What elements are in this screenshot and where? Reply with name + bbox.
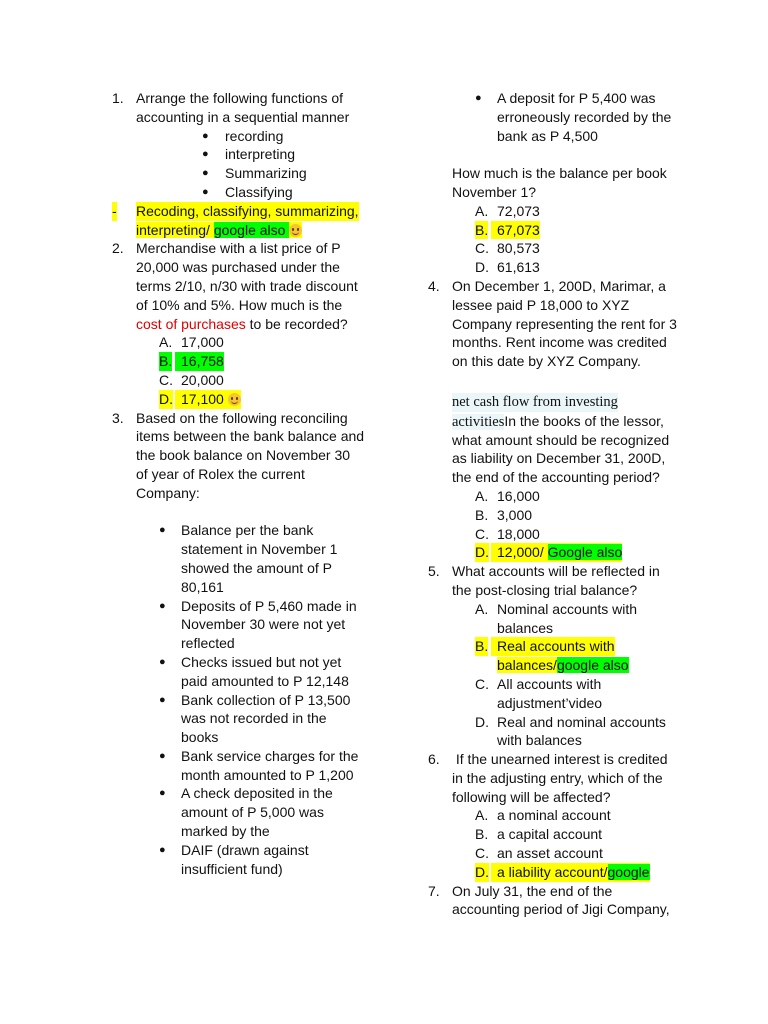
q4-option: A. 16,000 <box>475 487 540 504</box>
grinning-face-icon <box>289 222 302 238</box>
grinning-face-icon <box>228 391 241 407</box>
q2-line: terms 2/10, n/30 with trade discount <box>136 277 358 294</box>
q3-line: items between the bank balance and <box>136 428 365 445</box>
q6-option: C. an asset account <box>475 845 603 862</box>
bullet-icon: ● <box>202 129 209 142</box>
q2-line: 2. Merchandise with a list price of P <box>112 240 341 257</box>
q5-line: 5. What accounts will be reflected in <box>428 563 660 580</box>
q5-option: D. Real and nominal accounts <box>475 713 666 730</box>
bullet-icon: ● <box>159 749 166 762</box>
q6-option: A. a nominal account <box>475 807 611 824</box>
q2-option: D. 17,100 <box>112 390 372 409</box>
bullet-icon: ● <box>159 843 166 856</box>
q3-bullet: ● Bank collection of P 13,500 <box>159 691 351 708</box>
q3-line: the book balance on November 30 <box>136 447 351 464</box>
bullet-icon: ● <box>159 693 166 706</box>
q3-option: C. 80,573 <box>475 240 540 257</box>
q1-item: ● interpreting <box>202 146 296 163</box>
q2-line: cost of purchases to be recorded? <box>136 315 348 332</box>
q2-line: 20,000 was purchased under the <box>136 259 340 276</box>
q3-line: Company: <box>136 484 200 501</box>
q3-bullet: ● Balance per the bank <box>159 522 314 539</box>
q3-question: How much is the balance per book <box>452 165 667 182</box>
q3-line: 3. Based on the following reconciling <box>112 409 348 426</box>
bullet-icon: ● <box>202 167 209 180</box>
q3-bullet: ● Bank service charges for the <box>159 747 359 764</box>
q2-option: A. 17,000 <box>159 334 224 351</box>
q4-option: B. 3,000 <box>475 506 533 523</box>
right-column: ● A deposit for P 5,400 was erroneously recorded by the bank as P 4,500 How much is the balance per book November 1? A. 72,073 B. 67,073 C. 80,573 D. 61,613 4. On December 1, 200D, Marimar, a lessee paid P 18,000 to XYZ Company representing the rent for 3 months. Rent income was credited on this date by XYZ Company. net cash flow from investing activitiesIn the books of the lessor, what amount should be recognized as liability on December 31, 200D, the end of the accounting period? A. 16,000 B. 3,000 C. 18,000 D. 12,000/ Google also 5. What accounts will be reflected in the post-closing trial balance? A. Nominal accounts with balances B. Real accounts with balances/google also C. All accounts with adjustment’video D. Real and nominal accounts with balances 6. If the unearned interest is credited in the adjusting entry, which of the following will be affected? A. a nominal account B. a capital account C. an asset account D. a liability account/google 7. On July 31, the end of the accounting period of Jigi Company, <box>428 89 688 919</box>
q5-option: A. Nominal accounts with <box>475 600 638 617</box>
q5-option: C. All accounts with <box>475 675 602 692</box>
q3-bullet: ● A check deposited in the <box>159 785 333 802</box>
q1-line: accounting in a sequential manner <box>136 108 350 125</box>
q1-item: ● Classifying <box>202 183 293 200</box>
left-column: 1. Arrange the following functions of accounting in a sequential manner ● recording ● interpreting ● Summarizing ● Classifying - Recoding, classifying, summarizing, interpreting/ google also 2. Merchandise with a list price of P 20,000 was purchased under the terms 2/10, n/30 with trade discount of 10% and 5%. How much is the cost of purchases to be recorded? A. 17,000 B. 16,758 C. 20,000 D. 17,100 3. Based on the following reconciling items between the bank balance and the book balance on November 30 of year of Rolex the current Company: ● Balance per the bank statement in November 1 showed the amount of P 80,161 ● Deposits of P 5,460 made in November 30 were not yet reflected ● Checks issued but not yet paid amounted to P 12,148 ● Bank collection of P 13,500 was not recorded in the books ● Bank service charges for the month amounted to P 1,200 ● A check deposited in the amount of P 5,000 was marked by the ● DAIF (drawn against insufficient fund) <box>112 89 372 878</box>
bullet-icon: ● <box>202 148 209 161</box>
bullet-icon: ● <box>202 185 209 198</box>
q3-bullet: ● Checks issued but not yet <box>159 653 342 670</box>
q2-line: of 10% and 5%. How much is the <box>136 296 343 313</box>
q3-option: A. 72,073 <box>475 202 540 219</box>
q4-option: C. 18,000 <box>475 525 540 542</box>
bullet-icon: ● <box>159 599 166 612</box>
q2-option: B. 16,758 <box>159 353 224 370</box>
q1-line: 1. Arrange the following functions of <box>112 90 344 106</box>
q6-line: 6. If the unearned interest is credited <box>428 751 668 768</box>
q3-bullet: ● DAIF (drawn against <box>159 841 309 858</box>
q3-bullet: ● Deposits of P 5,460 made in <box>159 597 357 614</box>
bullet-icon: ● <box>159 655 166 668</box>
bullet-icon: ● <box>159 787 166 800</box>
q6-option: D. a liability account/google <box>475 863 650 880</box>
bullet-icon: ● <box>475 92 482 104</box>
q4-option: D. 12,000/ Google also <box>475 544 623 561</box>
q4-inserted-text: net cash flow from investing <box>452 393 618 410</box>
q4-line: activitiesIn the books of the lessor, <box>452 412 664 430</box>
q1-item: ● recording <box>202 127 284 144</box>
q3-option: D. 61,613 <box>475 259 540 276</box>
q6-option: B. a capital account <box>475 826 603 843</box>
bullet-icon: ● <box>159 524 166 537</box>
q1-answer: interpreting/ google also <box>112 221 372 240</box>
q3-option: B. 67,073 <box>475 221 540 238</box>
q5-option: B. Real accounts with <box>475 638 615 655</box>
q1-answer: - Recoding, classifying, summarizing, <box>112 202 359 219</box>
q1-item: ● Summarizing <box>202 165 307 182</box>
q2-option: C. 20,000 <box>159 371 224 388</box>
q3-question: November 1? <box>452 183 537 200</box>
q4-line: 4. On December 1, 200D, Marimar, a <box>428 277 666 294</box>
q7-line: 7. On July 31, the end of the <box>428 882 613 899</box>
q3-line: of year of Rolex the current <box>136 465 305 482</box>
q3-bullet: ● A deposit for P 5,400 was <box>475 90 656 106</box>
